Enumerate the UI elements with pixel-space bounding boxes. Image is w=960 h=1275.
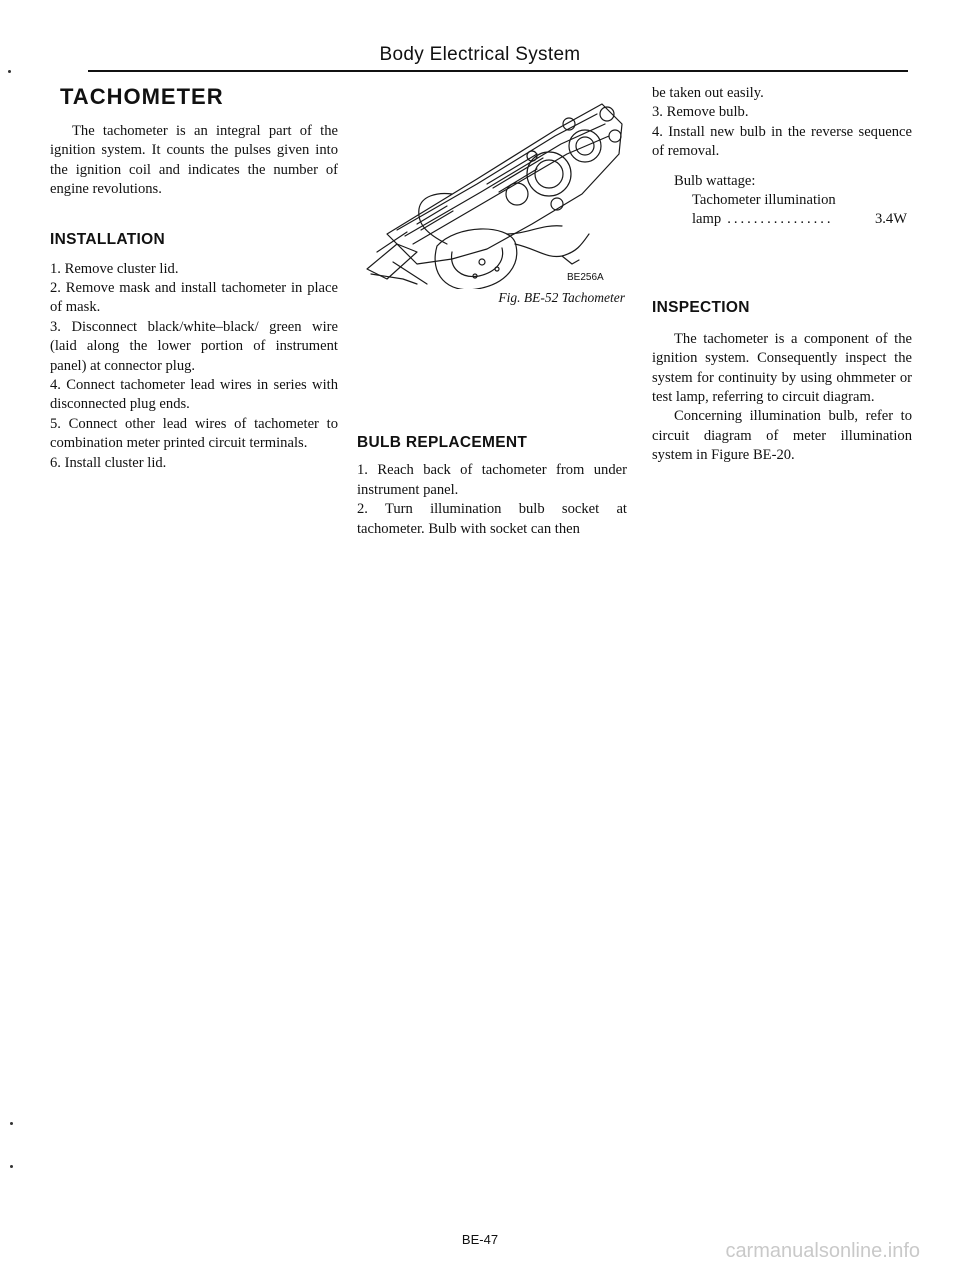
spec-label: Bulb wattage: <box>674 172 756 189</box>
installation-step: 6. Install cluster lid. <box>50 454 167 471</box>
installation-step: 5. Connect other lead wires of tachometer to combination meter printed circuit terminals. <box>50 415 338 452</box>
bulb-step: 1. Reach back of tachometer from under instrument panel. <box>357 462 627 498</box>
installation-step: 2. Remove mask and install tachometer in place of mask. <box>50 280 338 316</box>
right-column <box>652 84 912 466</box>
scan-speck <box>10 1165 13 1168</box>
figure-code-label: BE256A <box>567 272 604 283</box>
bulb-step: 4. Install new bulb in the reverse sequence of removal. <box>652 123 912 160</box>
watermark: carmanualsonline.info <box>725 1240 920 1262</box>
installation-step: 4. Connect tachometer lead wires in series with disconnected plug ends. <box>50 377 338 413</box>
intro-paragraph: The tachometer is an integral part of the ignition system. It counts the pulses given into the ignition coil and indicates the number of engine revolutions. <box>50 123 338 198</box>
installation-step: 1. Remove cluster lid. <box>50 260 179 277</box>
scan-speck <box>10 1122 13 1125</box>
tachometer-figure <box>357 84 627 284</box>
header-rule <box>88 70 908 72</box>
bulb-replacement-heading: BULB REPLACEMENT <box>357 434 528 452</box>
inspection-heading: INSPECTION <box>652 298 750 316</box>
inspection-paragraph: The tachometer is a component of the ignition system. Consequently inspect the system for continuity by using ohmmeter or test lamp, referring to circuit diagram. <box>652 330 912 406</box>
spec-row <box>652 210 907 229</box>
figure-caption: Fig. BE-52 Tachometer <box>498 290 625 305</box>
bulb-step: 3. Remove bulb. <box>652 104 749 121</box>
inspection-paragraph: Concerning illumination bulb, refer to circuit diagram of meter illumination system in Figure BE-20. <box>652 408 912 464</box>
continuation-text: be taken out easily. <box>652 85 764 101</box>
installation-step: 3. Disconnect black/white–black/ green wire (laid along the lower portion of instrument panel) at connector plug. <box>50 318 338 374</box>
tachometer-illustration <box>357 84 627 289</box>
scan-speck <box>8 70 11 73</box>
section-title-tachometer: TACHOMETER <box>60 84 224 109</box>
spec-dots: ................ <box>727 211 834 228</box>
middle-column <box>357 84 627 539</box>
page-header-title: Body Electrical System <box>379 44 581 65</box>
page-number: BE-47 <box>461 1232 499 1247</box>
spec-value: 3.4W <box>874 211 907 228</box>
spec-item-cont: lamp <box>692 211 722 228</box>
bulb-step: 2. Turn illumination bulb socket at tachometer. Bulb with socket can then <box>357 501 627 537</box>
spec-item: Tachometer illumination <box>692 192 836 209</box>
left-column <box>50 84 338 473</box>
installation-heading: INSTALLATION <box>50 230 165 248</box>
